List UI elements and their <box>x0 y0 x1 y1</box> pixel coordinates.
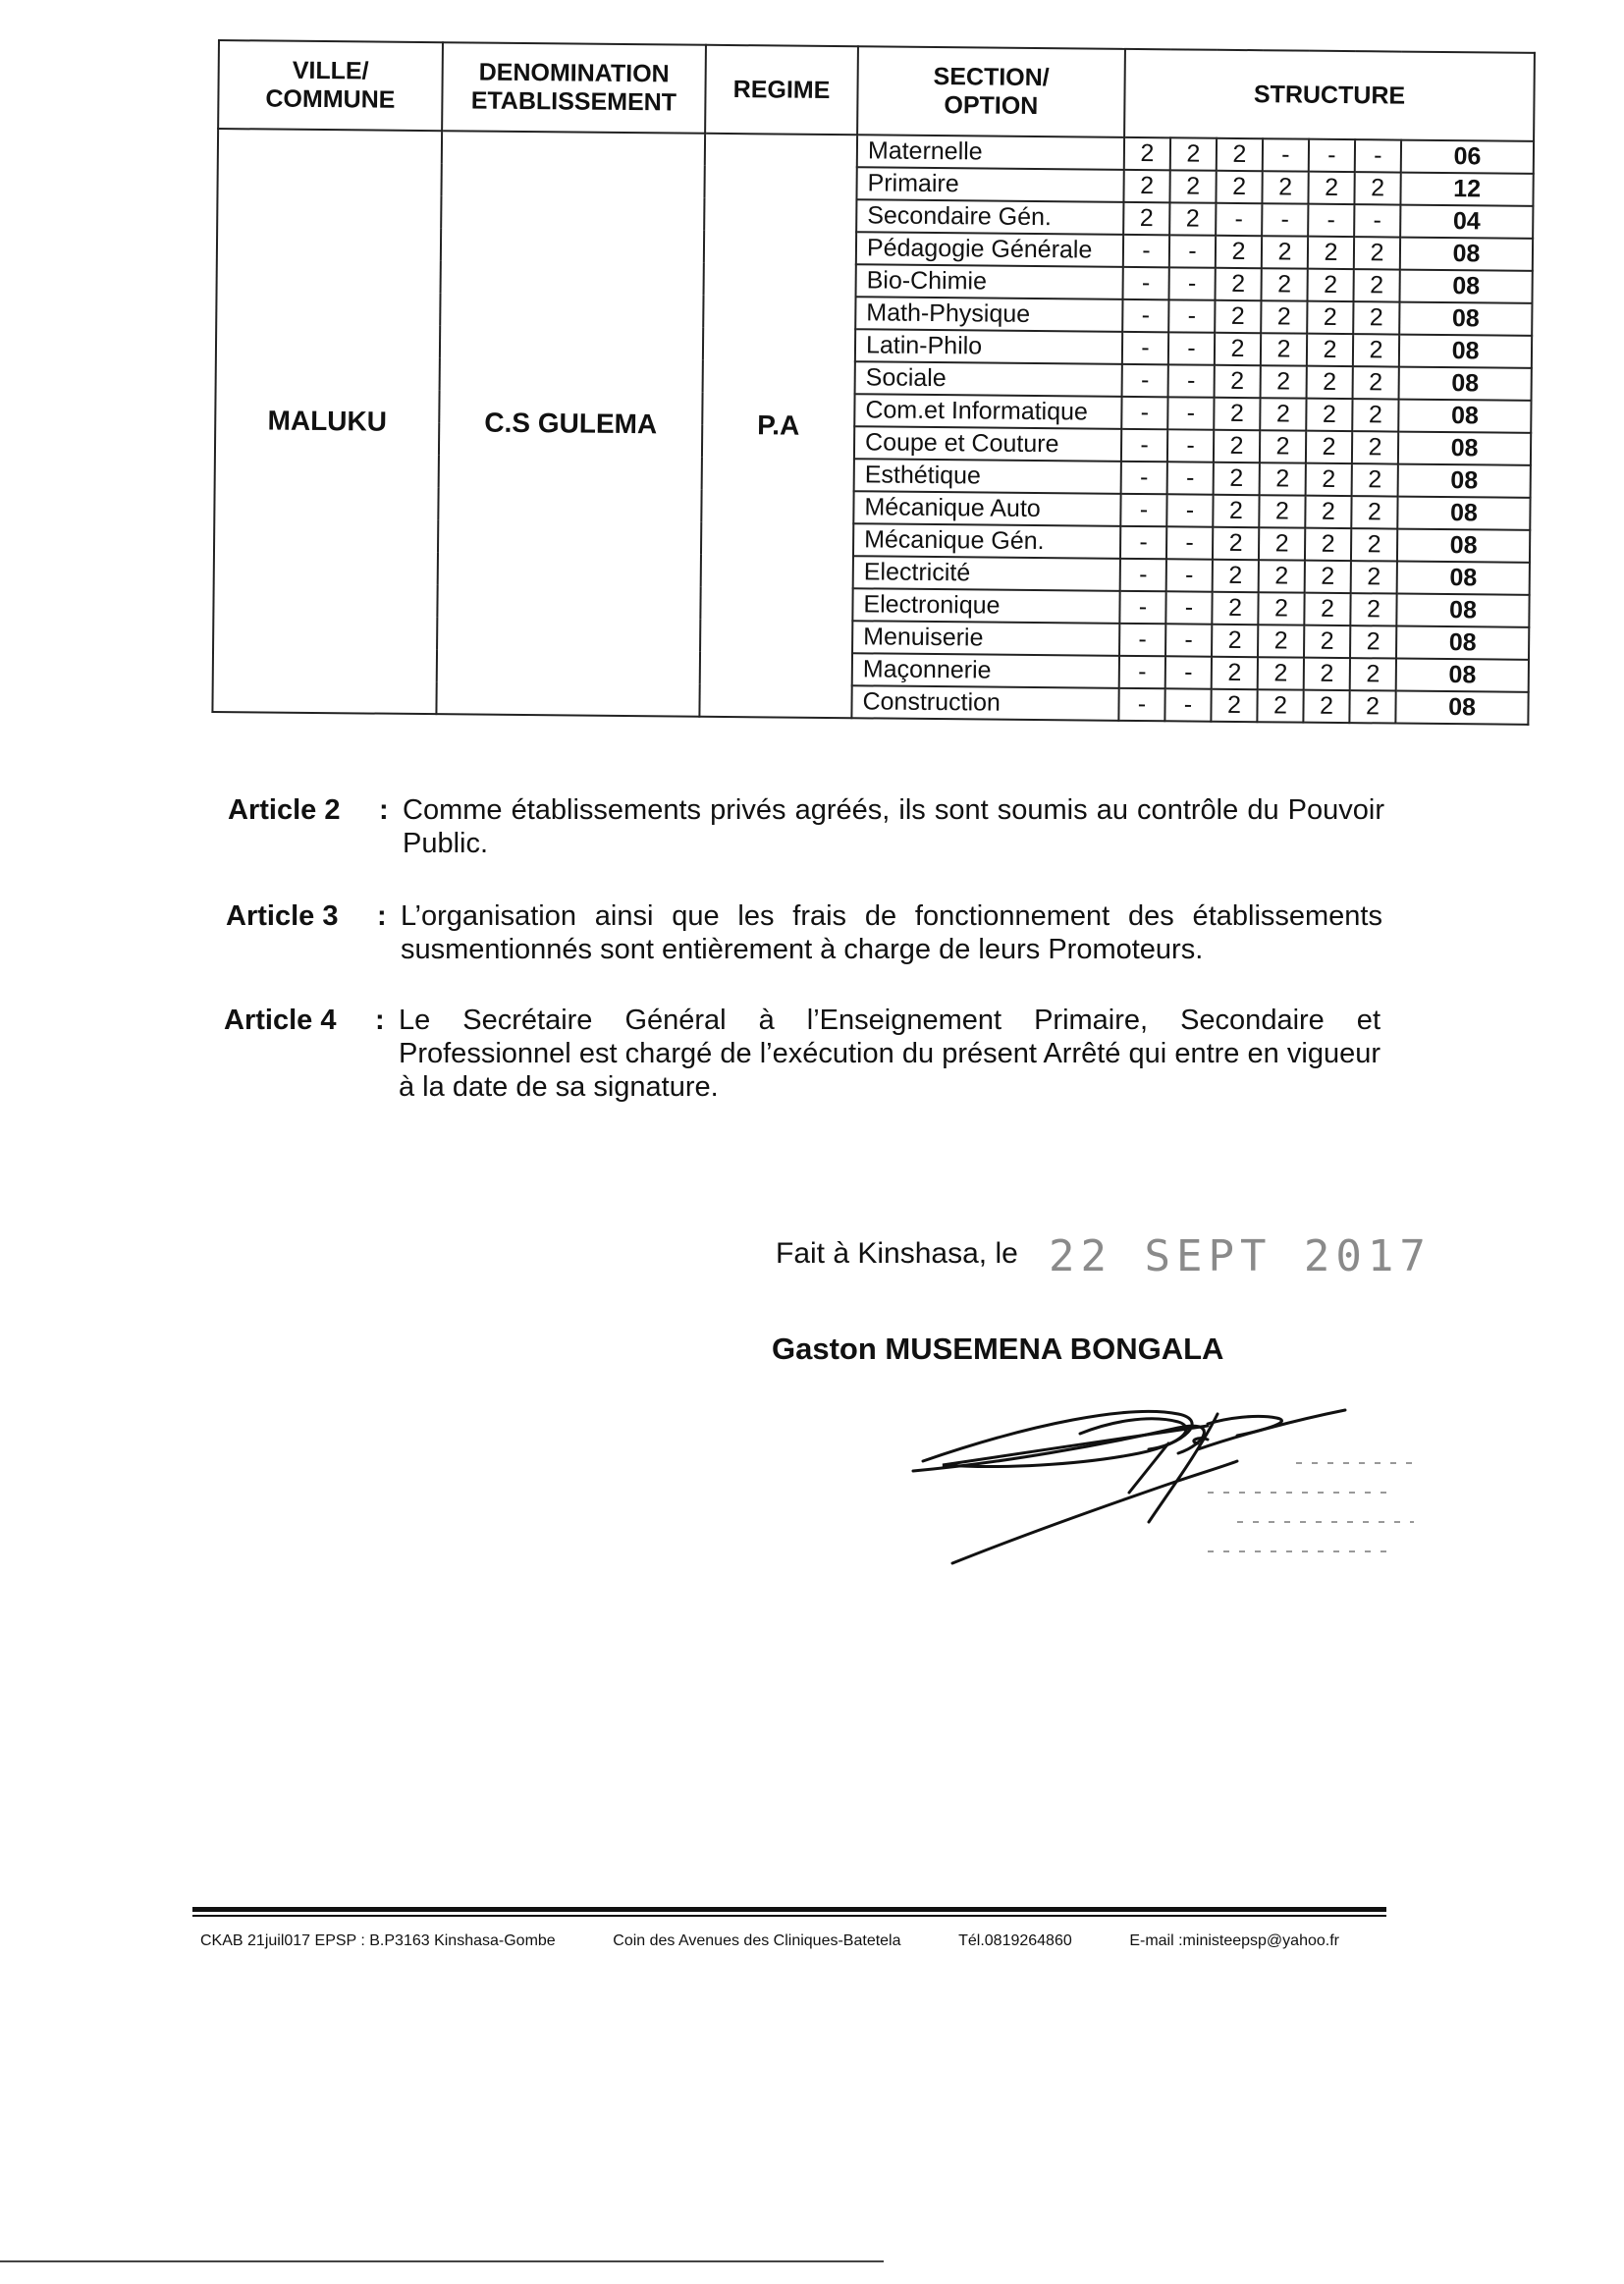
structure-value-cell: 2 <box>1259 495 1305 527</box>
signer-name: Gaston MUSEMENA BONGALA <box>772 1332 1224 1366</box>
section-cell: Secondaire Gén. <box>856 199 1123 235</box>
structure-value-cell: - <box>1262 203 1308 236</box>
structure-total-cell: 08 <box>1397 562 1530 595</box>
regime-cell: P.A <box>699 134 857 718</box>
structure-value-cell: 2 <box>1215 333 1261 365</box>
structure-value-cell: 2 <box>1351 528 1397 561</box>
structure-value-cell: 2 <box>1123 170 1169 202</box>
structure-value-cell: 2 <box>1211 689 1257 722</box>
section-cell: Mécanique Gén. <box>853 523 1120 559</box>
structure-value-cell: - <box>1263 138 1309 171</box>
structure-value-cell: - <box>1122 332 1168 364</box>
section-cell: Menuiserie <box>852 621 1119 656</box>
structure-value-cell: 2 <box>1259 560 1305 592</box>
structure-value-cell: 2 <box>1304 625 1350 658</box>
article-colon: : <box>379 794 389 826</box>
structure-value-cell: - <box>1165 591 1212 624</box>
structure-value-cell: 2 <box>1305 496 1351 528</box>
structure-total-cell: 08 <box>1399 302 1532 336</box>
article-text: L’organisation ainsi que les frais de fonctionnement des établissements susmentionnés sont entièrement à charge de leurs Promoteurs. <box>401 900 1382 965</box>
structure-value-cell: 2 <box>1258 657 1304 689</box>
structure-value-cell: 2 <box>1217 138 1263 171</box>
footer-phone: Tél.0819264860 <box>958 1932 1072 1949</box>
structure-value-cell: - <box>1164 688 1211 721</box>
structure-total-cell: 08 <box>1398 432 1531 465</box>
bottom-rule <box>0 2260 884 2262</box>
structure-value-cell: 2 <box>1353 334 1399 366</box>
structure-total-cell: 08 <box>1399 270 1532 303</box>
section-cell: Maçonnerie <box>852 653 1119 688</box>
structure-value-cell: 2 <box>1350 625 1396 658</box>
structure-value-cell: 2 <box>1215 268 1261 300</box>
section-cell: Sociale <box>855 361 1122 397</box>
structure-value-cell: 2 <box>1307 334 1353 366</box>
structure-value-cell: 2 <box>1261 300 1307 333</box>
section-cell: Electronique <box>852 588 1119 624</box>
structure-value-cell: 2 <box>1213 495 1259 527</box>
structure-value-cell: - <box>1168 267 1215 299</box>
structure-value-cell: - <box>1169 235 1216 267</box>
structure-total-cell: 12 <box>1400 173 1533 206</box>
structure-value-cell: 2 <box>1214 462 1260 495</box>
structure-total-cell: 08 <box>1398 400 1531 433</box>
structure-value-cell: 2 <box>1354 237 1400 269</box>
structure-value-cell: 2 <box>1306 463 1352 496</box>
section-cell: Mécanique Auto <box>853 491 1120 526</box>
structure-value-cell: - <box>1121 397 1167 429</box>
structure-value-cell: 2 <box>1353 301 1399 334</box>
structure-value-cell: - <box>1166 559 1213 591</box>
structure-value-cell: 2 <box>1260 462 1306 495</box>
structure-value-cell: 2 <box>1349 690 1395 723</box>
structure-total-cell: 08 <box>1396 626 1529 660</box>
structure-value-cell: 2 <box>1261 268 1307 300</box>
structure-total-cell: 08 <box>1396 659 1529 692</box>
footer-address: Coin des Avenues des Cliniques-Batetela <box>613 1932 901 1949</box>
article-label: Article 4 <box>224 1005 337 1036</box>
header-structure: STRUCTURE <box>1124 49 1535 141</box>
structure-value-cell: 2 <box>1260 430 1306 462</box>
section-cell: Com.et Informatique <box>854 394 1121 429</box>
structure-value-cell: 2 <box>1214 430 1260 462</box>
structure-value-cell: 2 <box>1257 689 1303 722</box>
structure-value-cell: 2 <box>1350 593 1396 625</box>
structure-value-cell: - <box>1118 688 1164 721</box>
structure-value-cell: 2 <box>1215 300 1261 333</box>
structure-value-cell: 2 <box>1352 399 1398 431</box>
table-header-row <box>218 40 1535 141</box>
section-cell: Math-Physique <box>855 297 1122 332</box>
structure-value-cell: 2 <box>1123 202 1169 235</box>
footer-rule <box>192 1915 1386 1917</box>
structure-value-cell: 2 <box>1213 527 1259 560</box>
article-label: Article 3 <box>226 900 339 932</box>
structure-value-cell: 2 <box>1261 365 1307 398</box>
structure-value-cell: 2 <box>1354 172 1400 204</box>
structure-value-cell: - <box>1123 267 1169 299</box>
structure-value-cell: 2 <box>1261 333 1307 365</box>
structure-value-cell: - <box>1165 656 1212 688</box>
structure-value-cell: 2 <box>1124 137 1170 170</box>
structure-total-cell: 04 <box>1400 205 1533 239</box>
structure-value-cell: - <box>1166 494 1213 526</box>
footer <box>200 1932 1339 1950</box>
structure-value-cell: - <box>1120 494 1166 526</box>
header-section: SECTION/ OPTION <box>857 46 1125 137</box>
structure-value-cell: - <box>1308 204 1354 237</box>
structure-value-cell: 2 <box>1306 399 1352 431</box>
header-denomination: DENOMINATION ETABLISSEMENT <box>442 42 706 134</box>
structure-value-cell: 2 <box>1307 269 1353 301</box>
section-cell: Esthétique <box>854 459 1121 494</box>
structure-value-cell: 2 <box>1352 463 1398 496</box>
structure-value-cell: 2 <box>1305 561 1351 593</box>
structure-value-cell: 2 <box>1259 527 1305 560</box>
structure-value-cell: - <box>1166 526 1213 559</box>
structure-table <box>211 39 1536 726</box>
structure-value-cell: 2 <box>1169 170 1216 202</box>
article-label: Article 2 <box>228 794 341 826</box>
structure-total-cell: 08 <box>1397 529 1530 563</box>
etablissement-cell: C.S GULEMA <box>436 131 705 717</box>
structure-value-cell: 2 <box>1305 528 1351 561</box>
article-colon: : <box>375 1005 385 1036</box>
structure-total-cell: 08 <box>1397 497 1530 530</box>
section-cell: Pédagogie Générale <box>856 232 1123 267</box>
section-cell: Electricité <box>853 556 1120 591</box>
structure-value-cell: 2 <box>1169 202 1216 235</box>
structure-value-cell: - <box>1355 139 1401 172</box>
structure-total-cell: 06 <box>1401 140 1534 174</box>
structure-total-cell: 08 <box>1398 464 1531 498</box>
article-text: Comme établissements privés agréés, ils sont soumis au contrôle du Pouvoir Public. <box>403 794 1384 859</box>
structure-value-cell: 2 <box>1304 658 1350 690</box>
structure-value-cell: 2 <box>1306 431 1352 463</box>
structure-value-cell: 2 <box>1212 657 1258 689</box>
section-cell: Maternelle <box>857 135 1124 170</box>
structure-value-cell: 2 <box>1353 366 1399 399</box>
structure-value-cell: - <box>1167 462 1214 494</box>
structure-value-cell: - <box>1119 656 1165 688</box>
structure-value-cell: 2 <box>1308 172 1354 204</box>
structure-value-cell: 2 <box>1212 592 1258 625</box>
header-ville: VILLE/ COMMUNE <box>218 40 443 131</box>
structure-value-cell: 2 <box>1258 625 1304 657</box>
structure-value-cell: 2 <box>1307 366 1353 399</box>
structure-value-cell: - <box>1119 624 1165 656</box>
structure-value-cell: 2 <box>1352 431 1398 463</box>
structure-total-cell: 08 <box>1395 691 1528 725</box>
structure-value-cell: - <box>1120 559 1166 591</box>
structure-value-cell: - <box>1354 204 1400 237</box>
header-regime: REGIME <box>705 45 858 135</box>
structure-value-cell: 2 <box>1304 593 1350 625</box>
date-stamp: 22 SEPT 2017 <box>1049 1231 1432 1281</box>
structure-value-cell: - <box>1123 235 1169 267</box>
structure-value-cell: 2 <box>1350 658 1396 690</box>
article-colon: : <box>377 900 387 932</box>
structure-value-cell: 2 <box>1216 236 1262 268</box>
structure-total-cell: 08 <box>1399 367 1532 401</box>
structure-value-cell: 2 <box>1353 269 1399 301</box>
structure-value-cell: 2 <box>1262 171 1308 203</box>
structure-value-cell: 2 <box>1260 398 1306 430</box>
article-text: Le Secrétaire Général à l’Enseignement Primaire, Secondaire et Professionnel est chargé de l’exécution du présent Arrêté qui entre en vigueur à la date de sa signature. <box>399 1005 1380 1103</box>
structure-value-cell: 2 <box>1303 690 1349 723</box>
structure-value-cell: - <box>1168 299 1215 332</box>
ville-cell: MALUKU <box>212 129 442 714</box>
structure-value-cell: - <box>1120 526 1166 559</box>
structure-value-cell: - <box>1168 364 1215 397</box>
section-cell: Bio-Chimie <box>856 264 1123 299</box>
section-cell: Coupe et Couture <box>854 426 1121 462</box>
structure-value-cell: - <box>1122 299 1168 332</box>
section-cell: Construction <box>851 685 1118 721</box>
structure-value-cell: - <box>1119 591 1165 624</box>
structure-value-cell: - <box>1122 364 1168 397</box>
footer-rule <box>192 1907 1386 1912</box>
structure-value-cell: 2 <box>1215 365 1261 398</box>
structure-value-cell: 2 <box>1170 137 1217 170</box>
structure-value-cell: 2 <box>1308 237 1354 269</box>
structure-value-cell: 2 <box>1214 398 1260 430</box>
structure-value-cell: 2 <box>1262 236 1308 268</box>
fait-a-kinshasa: Fait à Kinshasa, le <box>776 1237 1018 1270</box>
table-body <box>212 129 1534 725</box>
structure-value-cell: 2 <box>1351 561 1397 593</box>
structure-value-cell: - <box>1167 397 1214 429</box>
structure-value-cell: 2 <box>1213 560 1259 592</box>
structure-value-cell: - <box>1165 624 1212 656</box>
footer-ref: CKAB 21juil017 EPSP : B.P3163 Kinshasa-Gombe <box>200 1932 556 1949</box>
structure-value-cell: - <box>1168 332 1215 364</box>
section-cell: Latin-Philo <box>855 329 1122 364</box>
structure-total-cell: 08 <box>1396 594 1529 627</box>
structure-value-cell: 2 <box>1258 592 1304 625</box>
structure-value-cell: - <box>1216 203 1262 236</box>
structure-total-cell: 08 <box>1399 335 1532 368</box>
structure-value-cell: - <box>1121 429 1167 462</box>
structure-value-cell: - <box>1309 139 1355 172</box>
structure-total-cell: 08 <box>1400 238 1533 271</box>
structure-value-cell: 2 <box>1307 301 1353 334</box>
structure-value-cell: - <box>1167 429 1214 462</box>
footer-email: E-mail :ministeepsp@yahoo.fr <box>1129 1932 1339 1949</box>
structure-value-cell: - <box>1121 462 1167 494</box>
signature-image <box>884 1385 1434 1591</box>
structure-value-cell: 2 <box>1212 625 1258 657</box>
section-cell: Primaire <box>856 167 1123 202</box>
structure-value-cell: 2 <box>1216 171 1262 203</box>
structure-value-cell: 2 <box>1351 496 1397 528</box>
